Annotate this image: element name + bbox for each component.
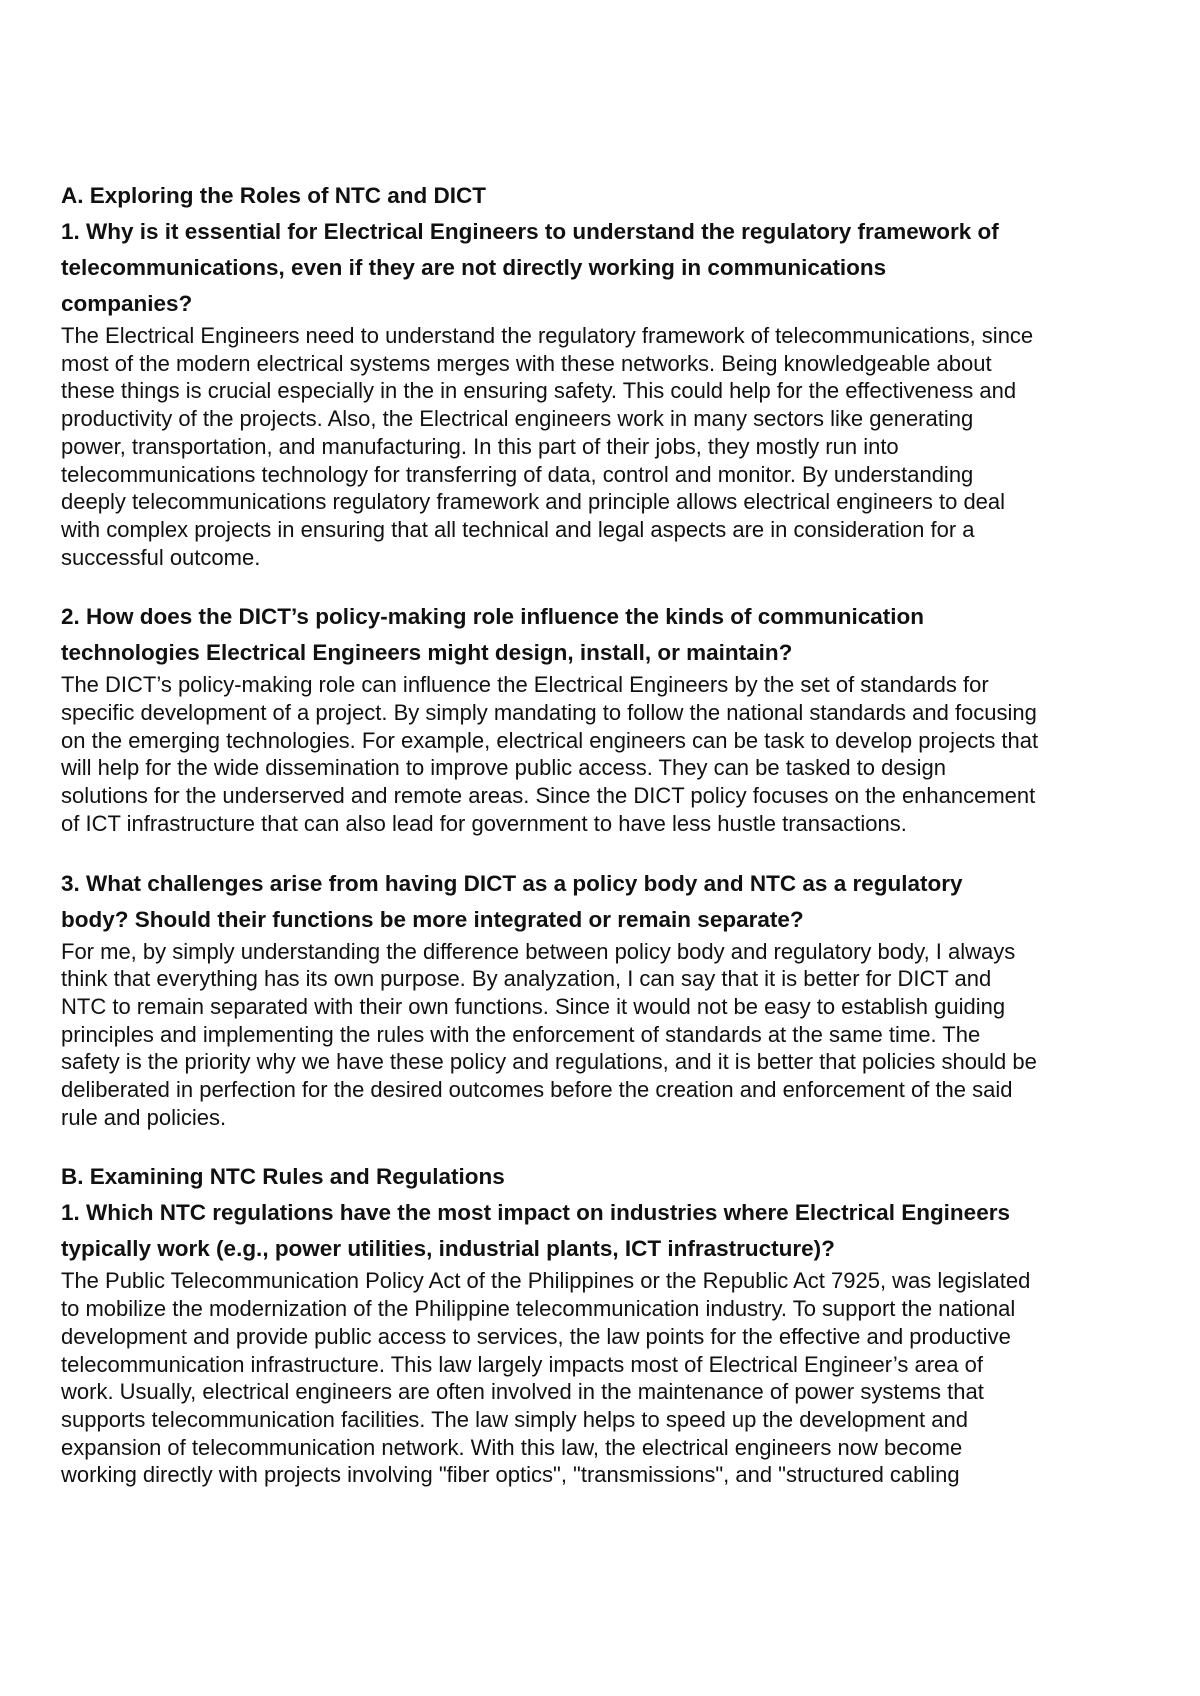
answer-line: of ICT infrastructure that can also lead for government to have less hustle transactions. (61, 810, 907, 836)
answer-line: development and provide public access to services, the law points for the effective and productive (61, 1323, 1011, 1349)
answer-line: think that everything has its own purpose. By analyzation, I can say that it is better for DICT and (61, 966, 992, 992)
answer-line: power, transportation, and manufacturing. In this part of their jobs, they mostly run into (61, 433, 899, 459)
answer-line: safety is the priority why we have these policy and regulations, and it is better that policies should be (61, 1049, 1037, 1075)
answer-line: these things is crucial especially in the in ensuring safety. This could help for the effectiveness and (61, 378, 1017, 404)
answer-line: supports telecommunication facilities. The law simply helps to speed up the development and (61, 1406, 968, 1432)
document-body (61, 178, 1151, 1489)
answer-line: most of the modern electrical systems merges with these networks. Being knowledgeable about (61, 350, 992, 376)
section-b-title: B. Examining NTC Rules and Regulations (61, 1164, 505, 1190)
question-line: body? Should their functions be more integrated or remain separate? (61, 906, 804, 932)
answer-line: The Electrical Engineers need to understand the regulatory framework of telecommunications, since (61, 323, 1034, 348)
answer-line: with complex projects in ensuring that all technical and legal aspects are in consideration for a (61, 516, 975, 542)
section-a-title: A. Exploring the Roles of NTC and DICT (61, 183, 487, 208)
question-line: companies? (61, 291, 193, 316)
answer-line: telecommunications technology for transferring of data, control and monitor. By understanding (61, 461, 974, 487)
answer-line: principles and implementing the rules with the enforcement of standards at the same time. The (61, 1021, 981, 1047)
answer-line: working directly with projects involving "fiber optics", "transmissions", and "structured cabling (61, 1462, 960, 1488)
answer-line: work. Usually, electrical engineers are often involved in the maintenance of power systems that (61, 1379, 984, 1405)
answer-line: For me, by simply understanding the difference between policy body and regulatory body, I always (61, 938, 1016, 964)
section-b-question-1 (61, 1195, 1151, 1267)
section-a-question-1 (61, 214, 1151, 322)
answer-line: specific development of a project. By simply mandating to follow the national standards and focusing (61, 700, 1037, 726)
answer-line: on the emerging technologies. For example, electrical engineers can be task to develop projects that (61, 727, 1039, 753)
section-a-answer-2 (61, 671, 1151, 837)
answer-line: will help for the wide dissemination to improve public access. They can be tasked to design (61, 755, 946, 781)
answer-line: expansion of telecommunication network. With this law, the electrical engineers now become (61, 1434, 963, 1460)
section-a-answer-1 (61, 322, 1151, 571)
question-line: typically work (e.g., power utilities, industrial plants, ICT infrastructure)? (61, 1236, 835, 1262)
question-line: 1. Why is it essential for Electrical Engineers to understand the regulatory framework of (61, 219, 999, 244)
section-a-question-3 (61, 866, 1151, 938)
spacer (61, 838, 1151, 866)
question-line: technologies Electrical Engineers might design, install, or maintain? (61, 640, 793, 666)
section-a-answer-3 (61, 938, 1151, 1132)
answer-line: The DICT’s policy-making role can influence the Electrical Engineers by the set of standards for (61, 672, 989, 698)
answer-line: deeply telecommunications regulatory framework and principle allows electrical engineers to deal (61, 489, 1006, 515)
answer-line: productivity of the projects. Also, the Electrical engineers work in many sectors like generating (61, 406, 974, 432)
question-line: 1. Which NTC regulations have the most impact on industries where Electrical Engineers (61, 1200, 1010, 1226)
answer-line: deliberated in perfection for the desired outcomes before the creation and enforcement of the said (61, 1077, 1013, 1103)
section-b-answer-1 (61, 1267, 1151, 1489)
spacer (61, 1131, 1151, 1159)
answer-line: rule and policies. (61, 1104, 227, 1130)
answer-line: to mobilize the modernization of the Philippine telecommunication industry. To support the national (61, 1296, 1016, 1322)
answer-line: telecommunication infrastructure. This law largely impacts most of Electrical Engineer’s area of (61, 1351, 983, 1377)
answer-line: solutions for the underserved and remote areas. Since the DICT policy focuses on the enhancement (61, 783, 1036, 809)
answer-line: NTC to remain separated with their own functions. Since it would not be easy to establish guiding (61, 993, 1006, 1019)
question-line: telecommunications, even if they are not directly working in communications (61, 255, 887, 280)
answer-line: The Public Telecommunication Policy Act of the Philippines or the Republic Act 7925, was legislated (61, 1268, 1031, 1294)
question-line: 2. How does the DICT’s policy-making role influence the kinds of communication (61, 604, 925, 630)
section-a-question-2 (61, 599, 1151, 671)
spacer (61, 571, 1151, 599)
question-line: 3. What challenges arise from having DICT as a policy body and NTC as a regulatory (61, 870, 963, 896)
answer-line: successful outcome. (61, 544, 261, 570)
